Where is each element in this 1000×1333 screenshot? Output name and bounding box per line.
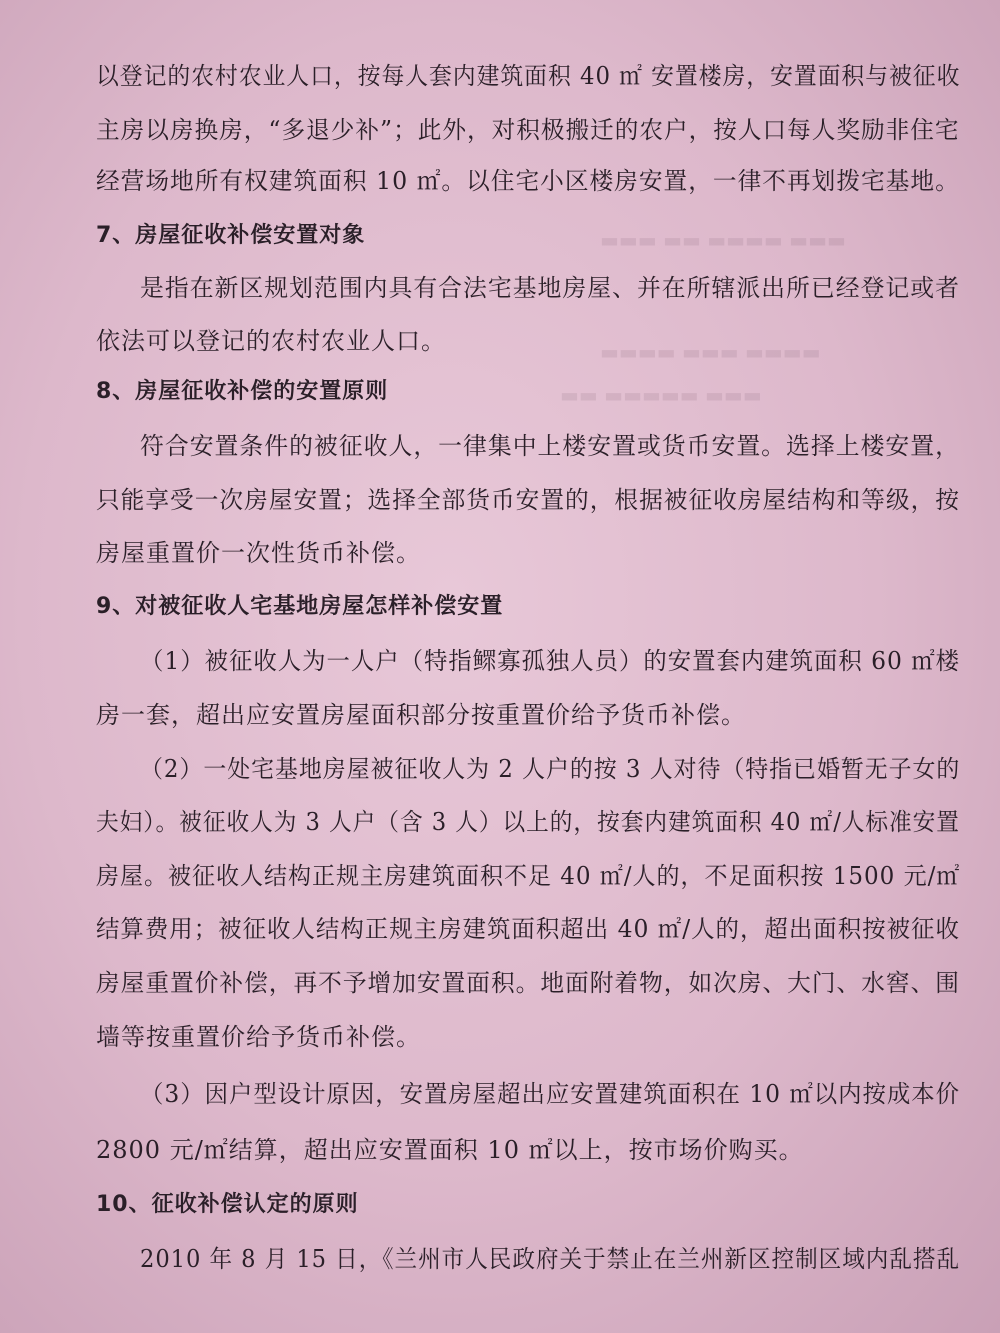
paragraph-line xyxy=(96,860,960,892)
text-run: 夫妇）。被征收人为 3 人户（含 3 人）以上的，按套内建筑面积 40 ㎡/人标准安置 xyxy=(96,808,960,836)
paragraph-line xyxy=(96,806,960,838)
paragraph-line xyxy=(140,645,960,677)
text-run: 只能享受一次房屋安置；选择全部货币安置的，根据被征收房屋结构和等级，按 xyxy=(96,486,960,514)
bleed-through-decoration: ▬▬▬ ▬▬▬▬▬ ▬▬ xyxy=(560,383,762,407)
bleed-through-decoration: ▬▬▬▬ ▬▬▬ ▬▬▬▬ xyxy=(600,340,821,364)
paragraph-line xyxy=(96,114,960,146)
text-run: 房屋重置价补偿，再不予增加安置面积。地面附着物，如次房、大门、水窖、围 xyxy=(96,969,960,997)
paragraph-line xyxy=(96,325,446,357)
text-run: 墙等按重置价给予货币补偿。 xyxy=(96,1023,421,1051)
section-heading-9: 9、对被征收人宅基地房屋怎样补偿安置 xyxy=(96,594,504,619)
section-heading-10: 10、征收补偿认定的原则 xyxy=(96,1192,359,1217)
paragraph-line xyxy=(140,430,960,462)
paragraph-line xyxy=(96,699,746,731)
bleed-through-decoration: ▬▬▬ ▬▬▬▬ ▬▬ ▬▬▬ xyxy=(600,228,846,252)
paragraph-line xyxy=(140,1078,960,1110)
paragraph-line xyxy=(96,537,421,569)
text-run: 依法可以登记的农村农业人口。 xyxy=(96,327,446,355)
text-run: 结算费用；被征收人结构正规主房建筑面积超出 40 ㎡/人的，超出面积按被征收 xyxy=(96,915,960,943)
paragraph-line xyxy=(96,1021,421,1053)
text-run: 以登记的农村农业人口，按每人套内建筑面积 40 ㎡ 安置楼房，安置面积与被征收 xyxy=(96,62,961,90)
paragraph-line xyxy=(96,484,960,516)
paragraph-line xyxy=(140,1243,960,1275)
text-run: 房屋重置价一次性货币补偿。 xyxy=(96,539,421,567)
text-run: 房屋。被征收人结构正规主房建筑面积不足 40 ㎡/人的，不足面积按 1500 元/㎡ xyxy=(96,862,961,890)
paragraph-line xyxy=(96,165,960,197)
paragraph-line xyxy=(96,913,960,945)
text-run: 房一套，超出应安置房屋面积部分按重置价给予货币补偿。 xyxy=(96,701,746,729)
section-heading-7: 7、房屋征收补偿安置对象 xyxy=(96,223,366,248)
text-run: 符合安置条件的被征收人，一律集中上楼安置或货币安置。选择上楼安置， xyxy=(140,432,960,460)
section-heading-8: 8、房屋征收补偿的安置原则 xyxy=(96,379,389,404)
text-run: 经营场地所有权建筑面积 10 ㎡。以住宅小区楼房安置，一律不再划拨宅基地。 xyxy=(96,167,960,195)
text-run: 主房以房换房，“多退少补”；此外，对积极搬迁的农户，按人口每人奖励非住宅 xyxy=(96,116,960,144)
text-run: 是指在新区规划范围内具有合法宅基地房屋、并在所辖派出所已经登记或者 xyxy=(140,274,960,302)
paragraph-line xyxy=(96,967,960,999)
paragraph-line xyxy=(140,753,960,785)
text-run: （2）一处宅基地房屋被征收人为 2 人户的按 3 人对待（特指已婚暂无子女的 xyxy=(140,755,961,783)
paragraph-line xyxy=(140,272,960,304)
text-run: （1）被征收人为一人户（特指鳏寡孤独人员）的安置套内建筑面积 60 ㎡楼 xyxy=(140,647,961,675)
text-run: 2800 元/㎡结算，超出应安置面积 10 ㎡以上，按市场价购买。 xyxy=(96,1136,804,1164)
paragraph-line xyxy=(96,60,961,92)
text-run: 2010 年 8 月 15 日，《兰州市人民政府关于禁止在兰州新区控制区域内乱搭乱 xyxy=(140,1245,961,1273)
paragraph-line xyxy=(96,1134,804,1166)
text-run: （3）因户型设计原因，安置房屋超出应安置建筑面积在 10 ㎡以内按成本价 xyxy=(140,1080,961,1108)
